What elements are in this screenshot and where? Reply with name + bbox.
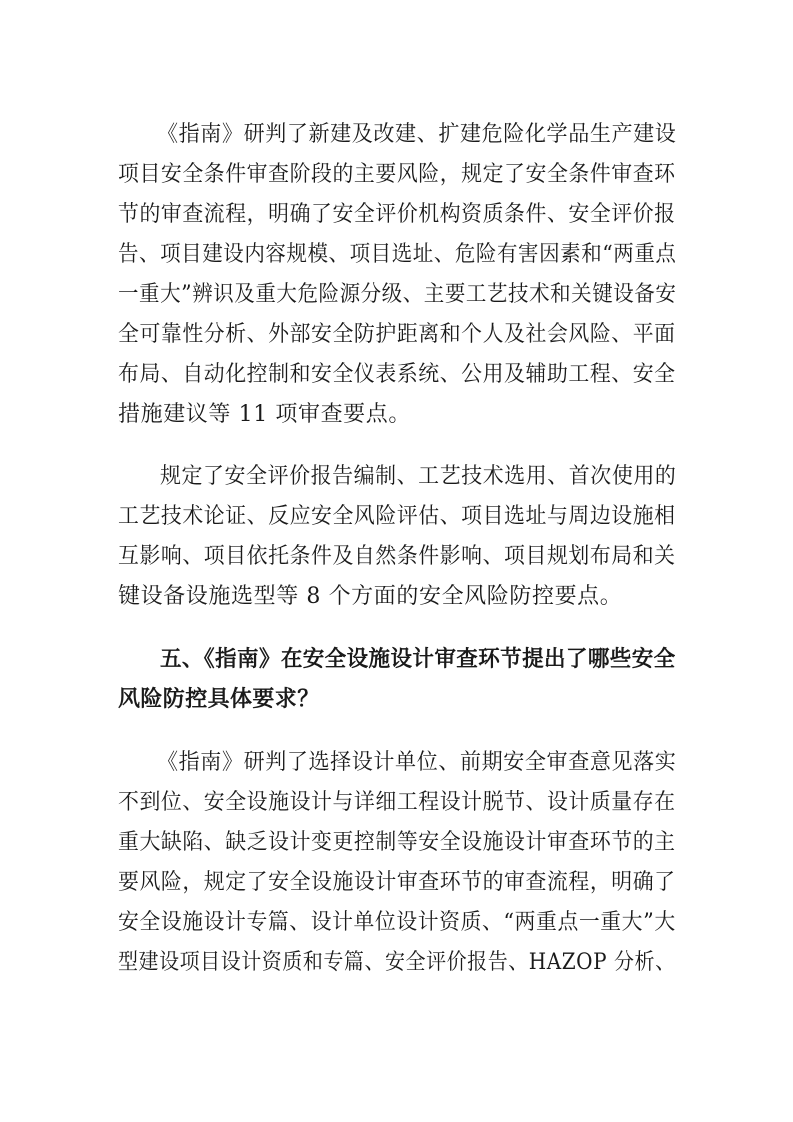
text-line: 《指南》研判了选择设计单位、前期安全审查意见落实	[157, 750, 677, 775]
text-line: 措施建议等 11 项审查要点。	[118, 402, 411, 427]
text-line: 节的审查流程，明确了安全评价机构资质条件、安全评价报	[118, 202, 676, 227]
text-line: 重大缺陷、缺乏设计变更控制等安全设施设计审查环节的主	[118, 830, 676, 855]
heading-line: 风险防控具体要求？	[118, 687, 320, 712]
text-line: 工艺技术论证、反应安全风险评估、项目选址与周边设施相	[118, 504, 676, 529]
text-line: 型建设项目设计资质和专篇、安全评价报告、HAZOP 分析、	[118, 950, 676, 975]
text-line: 项目安全条件审查阶段的主要风险，规定了安全条件审查环	[118, 162, 676, 187]
text-line: 要风险，规定了安全设施设计审查环节的审查流程，明确了	[118, 870, 676, 895]
text-line: 布局、自动化控制和安全仪表系统、公用及辅助工程、安全	[118, 362, 676, 387]
text-line: 安全设施设计专篇、设计单位设计资质、“两重点一重大”大	[118, 910, 676, 935]
text-line: 键设备设施选型等 8 个方面的安全风险防控要点。	[118, 584, 623, 609]
text-line: 互影响、项目依托条件及自然条件影响、项目规划布局和关	[118, 544, 676, 569]
text-line: 《指南》研判了新建及改建、扩建危险化学品生产建设	[157, 122, 677, 147]
text-line: 全可靠性分析、外部安全防护距离和个人及社会风险、平面	[118, 322, 676, 347]
heading-line: 五、《指南》在安全设施设计审查环节提出了哪些安全	[160, 647, 676, 672]
text-line: 不到位、安全设施设计与详细工程设计脱节、设计质量存在	[118, 790, 676, 815]
text-line: 一重大”辨识及重大危险源分级、主要工艺技术和关键设备安	[118, 282, 677, 307]
text-line: 告、项目建设内容规模、项目选址、危险有害因素和“两重点	[118, 242, 677, 267]
text-line: 规定了安全评价报告编制、工艺技术选用、首次使用的	[160, 464, 677, 489]
